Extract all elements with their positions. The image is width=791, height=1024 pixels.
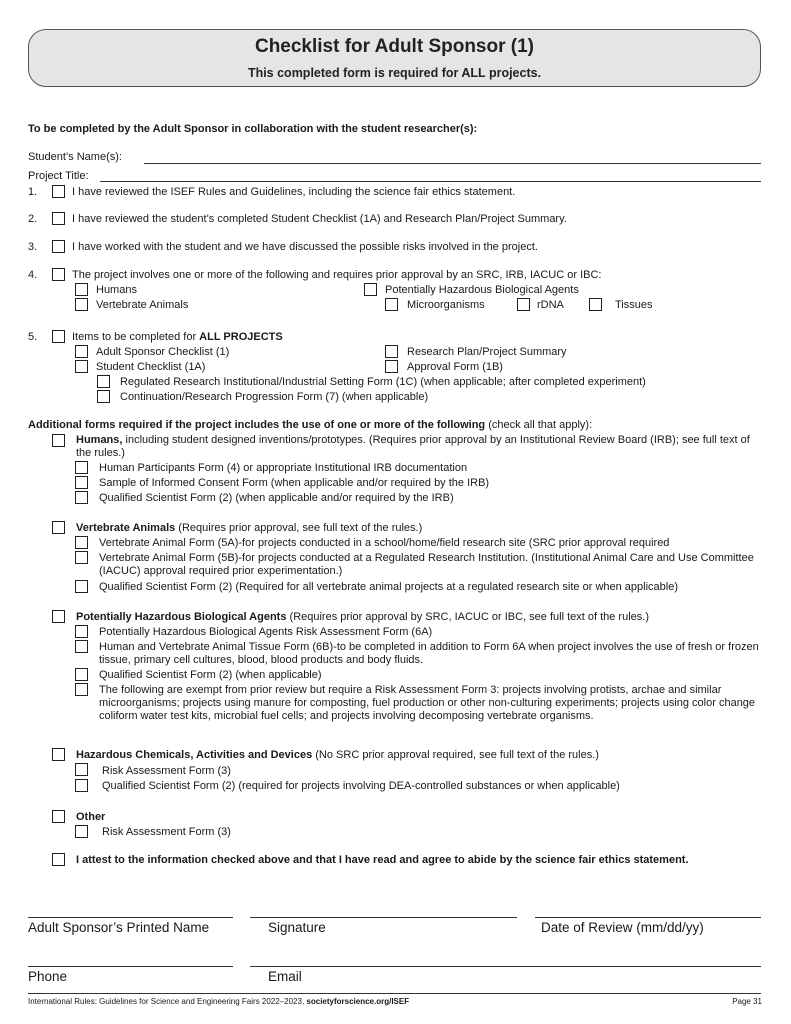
option-tissue-6b: Human and Vertebrate Animal Tissue Form (6B)-to be completed in addition to Form 6A when project involves the use of fresh or frozen tissue, primary cell cultures, blood, blood products and body fluids. <box>99 641 759 666</box>
option-vertebrate: Vertebrate Animals <box>96 299 189 311</box>
option-human-participants: Human Participants Form (4) or appropriate Institutional IRB documentation <box>99 462 468 474</box>
printed-name-label: Adult Sponsor’s Printed Name <box>28 920 210 935</box>
students-name-label: Student’s Name(s): <box>28 151 122 163</box>
email-label: Email <box>268 969 302 984</box>
checkbox-vertebrate-section[interactable] <box>52 521 65 534</box>
checkbox-tissue-6b[interactable] <box>75 640 88 653</box>
form-subtitle: This completed form is required for ALL projects. <box>247 66 542 80</box>
option-approval-form: Approval Form (1B) <box>407 361 503 373</box>
additional-heading-bold: Additional forms required if the project includes the use of one or more of the following <box>28 419 486 431</box>
checkbox-other-section[interactable] <box>52 810 65 823</box>
email-field[interactable] <box>250 966 761 967</box>
option-qualified-scientist-vertebrate: Qualified Scientist Form (2) (Required for all vertebrate animal projects at a regulated research site or when applicable) <box>99 581 678 593</box>
checkbox-rdna[interactable] <box>517 298 530 311</box>
item-5-text <box>72 331 283 344</box>
checkbox-adult-sponsor-checklist[interactable] <box>75 345 88 358</box>
checkbox-microorganisms[interactable] <box>385 298 398 311</box>
option-microorganisms: Microorganisms <box>407 299 485 311</box>
item-4-text: The project involves one or more of the following and requires prior approval by an SRC, IRB, IACUC or IBC: <box>72 269 602 281</box>
option-adult-sponsor-checklist: Adult Sponsor Checklist (1) <box>96 346 230 358</box>
item-5-prefix: Items to be completed for <box>72 331 200 343</box>
pha-section-title: Potentially Hazardous Biological Agents <box>76 611 287 623</box>
item-2-text: I have reviewed the student’s completed Student Checklist (1A) and Research Plan/Project Summary. <box>72 213 567 225</box>
vertebrate-section-title: Vertebrate Animals <box>76 522 176 534</box>
vertebrate-section-desc: (Requires prior approval, see full text of the rules.) <box>175 522 423 534</box>
signature-field[interactable] <box>250 917 517 918</box>
checkbox-approval-form[interactable] <box>385 360 398 373</box>
humans-section-desc: including student designed inventions/prototypes. (Requires prior approval by an Institutional Review Board (IRB); see full text of the rules.) <box>76 434 750 459</box>
additional-heading <box>28 419 592 432</box>
item-1-text: I have reviewed the ISEF Rules and Guidelines, including the science fair ethics statement. <box>72 186 516 198</box>
pha-section-desc: (Requires prior approval by SRC, IACUC or IBC, see full text of the rules.) <box>286 611 649 623</box>
option-vertebrate-5b: Vertebrate Animal Form (5B)-for projects conducted at a Regulated Research Institution. (Institutional Animal Care and Use Committee (IACUC) approval required prior experimentation.) <box>99 552 754 577</box>
form-title: Checklist for Adult Sponsor (1) <box>254 36 535 57</box>
checkbox-tissues[interactable] <box>589 298 602 311</box>
checkbox-regulated-research[interactable] <box>97 375 110 388</box>
checkbox-informed-consent[interactable] <box>75 476 88 489</box>
footer-citation <box>28 997 409 1006</box>
checkbox-item-1[interactable] <box>52 185 65 198</box>
checkbox-student-checklist[interactable] <box>75 360 88 373</box>
option-qualified-scientist-pha: Qualified Scientist Form (2) (when applicable) <box>99 669 322 681</box>
other-section-title: Other <box>76 811 106 823</box>
checkbox-pha[interactable] <box>364 283 377 296</box>
intro-text: To be completed by the Adult Sponsor in collaboration with the student researcher(s): <box>28 123 478 135</box>
footer-rule <box>28 993 761 994</box>
humans-section-text <box>76 434 761 460</box>
option-continuation: Continuation/Research Progression Form (7) (when applicable) <box>120 391 429 403</box>
attest-text: I attest to the information checked above and that I have read and agree to abide by the science fair ethics statement. <box>76 854 689 866</box>
page-number: Page 31 <box>732 997 762 1006</box>
option-pha: Potentially Hazardous Biological Agents <box>385 284 579 296</box>
hazardous-section-desc: (No SRC prior approval required, see full text of the rules.) <box>312 749 599 761</box>
item-number: 5. <box>28 331 38 343</box>
checkbox-pha-section[interactable] <box>52 610 65 623</box>
hazardous-section-title: Hazardous Chemicals, Activities and Devices <box>76 749 313 761</box>
phone-field[interactable] <box>28 966 233 967</box>
item-number: 4. <box>28 269 38 281</box>
checkbox-research-plan[interactable] <box>385 345 398 358</box>
option-research-plan: Research Plan/Project Summary <box>407 346 567 358</box>
checkbox-risk-assessment-hazardous[interactable] <box>75 763 88 776</box>
form-header <box>28 29 761 87</box>
date-label: Date of Review (mm/dd/yy) <box>541 920 704 935</box>
item-number: 1. <box>28 186 38 198</box>
checkbox-item-4[interactable] <box>52 268 65 281</box>
footer-citation-text: International Rules: Guidelines for Science and Engineering Fairs 2022–2023, <box>28 997 307 1006</box>
checkbox-vertebrate-5b[interactable] <box>75 551 88 564</box>
option-qualified-scientist-humans: Qualified Scientist Form (2) (when applicable and/or required by the IRB) <box>99 492 454 504</box>
checkbox-qualified-scientist-humans[interactable] <box>75 491 88 504</box>
option-informed-consent: Sample of Informed Consent Form (when applicable and/or required by the IRB) <box>99 477 490 489</box>
checkbox-continuation[interactable] <box>97 390 110 403</box>
additional-heading-rest: (check all that apply): <box>485 419 593 431</box>
item-number: 2. <box>28 213 38 225</box>
checkbox-humans[interactable] <box>75 283 88 296</box>
checkbox-risk-assessment-other[interactable] <box>75 825 88 838</box>
checkbox-item-5[interactable] <box>52 330 65 343</box>
option-regulated-research: Regulated Research Institutional/Industrial Setting Form (1C) (when applicable; after completed experiment) <box>120 376 646 388</box>
checkbox-item-2[interactable] <box>52 212 65 225</box>
option-vertebrate-5a: Vertebrate Animal Form (5A)-for projects conducted in a school/home/field research site (SRC prior approval required <box>99 537 670 549</box>
pha-section-text <box>76 611 649 624</box>
project-title-label: Project Title: <box>28 170 89 182</box>
option-student-checklist: Student Checklist (1A) <box>96 361 206 373</box>
checkbox-vertebrate[interactable] <box>75 298 88 311</box>
item-number: 3. <box>28 241 38 253</box>
option-tissues: Tissues <box>615 299 653 311</box>
project-title-field[interactable] <box>100 181 761 182</box>
checkbox-attest[interactable] <box>52 853 65 866</box>
checkbox-exempt[interactable] <box>75 683 88 696</box>
checkbox-vertebrate-5a[interactable] <box>75 536 88 549</box>
signature-label: Signature <box>268 920 326 935</box>
item-3-text: I have worked with the student and we have discussed the possible risks involved in the project. <box>72 241 538 253</box>
date-field[interactable] <box>535 917 761 918</box>
option-pha-6a: Potentially Hazardous Biological Agents Risk Assessment Form (6A) <box>99 626 433 638</box>
item-5-all-projects: ALL PROJECTS <box>199 331 283 343</box>
students-name-field[interactable] <box>144 163 761 164</box>
footer-url: societyforscience.org/ISEF <box>306 997 410 1006</box>
option-risk-assessment-other: Risk Assessment Form (3) <box>102 826 231 838</box>
checkbox-qualified-scientist-hazardous[interactable] <box>75 779 88 792</box>
checkbox-qualified-scientist-pha[interactable] <box>75 668 88 681</box>
checkbox-hazardous-section[interactable] <box>52 748 65 761</box>
checkbox-human-participants[interactable] <box>75 461 88 474</box>
option-exempt: The following are exempt from prior review but require a Risk Assessment Form 3: projects involving protists, archae and similar microorganisms; projects using manure for composting, fuel production or other non-culturing experiments; projects using color change coliform water test kits, microbial fuel cells; and projects involving decomposing vertebrate organisms. <box>99 684 756 722</box>
option-qualified-scientist-hazardous: Qualified Scientist Form (2) (required for projects involving DEA-controlled substances or when applicable) <box>102 780 620 792</box>
checkbox-pha-6a[interactable] <box>75 625 88 638</box>
checkbox-humans-section[interactable] <box>52 434 65 447</box>
checkbox-item-3[interactable] <box>52 240 65 253</box>
vertebrate-section-text <box>76 522 422 535</box>
humans-section-title: Humans, <box>76 434 123 446</box>
checkbox-qualified-scientist-vertebrate[interactable] <box>75 580 88 593</box>
hazardous-section-text <box>76 749 599 762</box>
option-humans: Humans <box>96 284 137 296</box>
phone-label: Phone <box>28 969 68 984</box>
option-rdna: rDNA <box>537 299 564 311</box>
printed-name-field[interactable] <box>28 917 233 918</box>
option-risk-assessment-hazardous: Risk Assessment Form (3) <box>102 765 231 777</box>
